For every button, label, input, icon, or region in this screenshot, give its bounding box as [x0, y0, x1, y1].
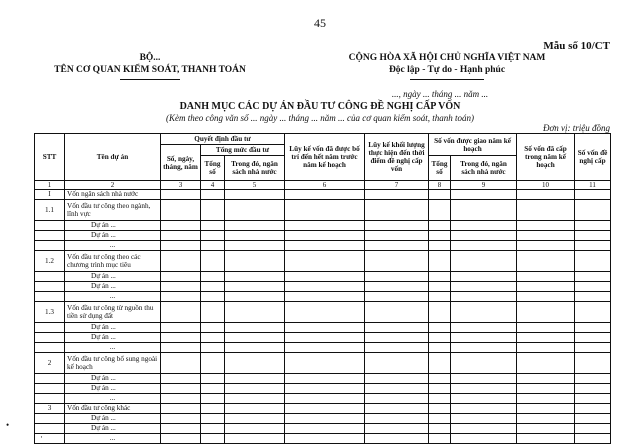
ministry-line: BỘ... [139, 53, 161, 63]
column-number: 9 [451, 181, 517, 190]
header-project-name: Tên dự án [65, 134, 161, 181]
table-row [35, 404, 611, 414]
row-value-cell [365, 394, 429, 404]
row-value-cell [575, 190, 611, 200]
header-total-investment: Tổng mức đầu tư [201, 145, 285, 156]
row-value-cell [517, 221, 575, 231]
row-value-cell [201, 353, 225, 374]
row-stt: I [35, 190, 65, 200]
table-row [35, 374, 611, 384]
row-value-cell [451, 302, 517, 323]
row-project-name: ... [65, 394, 161, 404]
row-stt: 1.1 [35, 200, 65, 221]
table-row [35, 282, 611, 292]
row-value-cell [161, 384, 201, 394]
row-stt: 1.2 [35, 251, 65, 272]
row-value-cell [161, 190, 201, 200]
header-stt: STT [35, 134, 65, 181]
row-value-cell [201, 333, 225, 343]
row-stt [35, 384, 65, 394]
row-value-cell [201, 404, 225, 414]
row-value-cell [365, 292, 429, 302]
table-row [35, 434, 611, 444]
row-value-cell [201, 282, 225, 292]
row-value-cell [365, 414, 429, 424]
row-project-name: Dự án ... [65, 323, 161, 333]
column-number: 6 [285, 181, 365, 190]
row-project-name: Dự án ... [65, 414, 161, 424]
row-value-cell [225, 231, 285, 241]
column-number: 11 [575, 181, 611, 190]
row-value-cell [285, 404, 365, 414]
row-project-name: Vốn đầu tư công bổ sung ngoài kế hoạch [65, 353, 161, 374]
column-number: 10 [517, 181, 575, 190]
agency-name: TÊN CƠ QUAN KIỂM SOÁT, THANH TOÁN [54, 65, 246, 75]
row-value-cell [517, 343, 575, 353]
table-row [35, 292, 611, 302]
row-value-cell [285, 333, 365, 343]
row-value-cell [225, 200, 285, 221]
row-value-cell [285, 221, 365, 231]
row-project-name: Vốn đầu tư công theo ngành, lĩnh vực [65, 200, 161, 221]
row-value-cell [161, 343, 201, 353]
row-value-cell [201, 394, 225, 404]
header-decision-number: Số, ngày, tháng, năm [161, 145, 201, 181]
row-stt [35, 221, 65, 231]
row-value-cell [429, 374, 451, 384]
republic-motto: Độc lập - Tự do - Hạnh phúc [388, 65, 506, 75]
row-value-cell [451, 384, 517, 394]
row-value-cell [517, 434, 575, 444]
header-total: Tổng số [201, 156, 225, 181]
row-value-cell [365, 231, 429, 241]
header-disbursed: Số vốn đã cấp trong năm kế hoạch [517, 134, 575, 181]
row-value-cell [575, 282, 611, 292]
row-value-cell [161, 251, 201, 272]
row-value-cell [517, 374, 575, 384]
row-value-cell [575, 221, 611, 231]
table-row [35, 190, 611, 200]
agency-underline [120, 79, 180, 80]
row-project-name: ... [65, 241, 161, 251]
row-project-name: ... [65, 434, 161, 444]
row-value-cell [225, 333, 285, 343]
row-stt: 2 [35, 353, 65, 374]
row-value-cell [285, 384, 365, 394]
row-value-cell [201, 200, 225, 221]
row-value-cell [161, 272, 201, 282]
row-project-name: Vốn đầu tư công khác [65, 404, 161, 414]
row-value-cell [201, 384, 225, 394]
row-stt [35, 282, 65, 292]
row-value-cell [429, 343, 451, 353]
row-value-cell [451, 221, 517, 231]
row-value-cell [225, 302, 285, 323]
row-stt [35, 414, 65, 424]
row-value-cell [225, 241, 285, 251]
document-subtitle: (Kèm theo công văn số ... ngày ... tháng ... năm ... của cơ quan kiểm soát, thanh toán) [165, 113, 474, 123]
row-value-cell [451, 343, 517, 353]
scan-mark: · [40, 432, 43, 442]
row-value-cell [575, 241, 611, 251]
page-number: 45 [314, 16, 326, 30]
header-plan-total: Tổng số [429, 156, 451, 181]
row-value-cell [285, 424, 365, 434]
row-value-cell [575, 302, 611, 323]
republic-header [322, 52, 572, 76]
row-value-cell [225, 374, 285, 384]
row-value-cell [285, 323, 365, 333]
row-value-cell [225, 384, 285, 394]
table-row [35, 272, 611, 282]
row-project-name: Vốn đầu tư công từ nguồn thu tiền sử dụng đất [65, 302, 161, 323]
row-value-cell [225, 272, 285, 282]
row-value-cell [575, 353, 611, 374]
column-number: 2 [65, 181, 161, 190]
unit-label: Đơn vị: triệu đồng [542, 123, 610, 133]
row-value-cell [285, 394, 365, 404]
row-value-cell [429, 231, 451, 241]
row-value-cell [429, 282, 451, 292]
row-value-cell [517, 282, 575, 292]
row-value-cell [575, 292, 611, 302]
row-value-cell [225, 343, 285, 353]
table-row [35, 231, 611, 241]
table-row [35, 302, 611, 323]
row-value-cell [161, 353, 201, 374]
header-investment-decision: Quyết định đầu tư [161, 134, 285, 145]
row-value-cell [201, 292, 225, 302]
row-value-cell [517, 394, 575, 404]
form-code: Mẫu số 10/CT [543, 40, 610, 52]
table-row [35, 353, 611, 374]
column-number: 3 [161, 181, 201, 190]
row-value-cell [201, 434, 225, 444]
row-stt [35, 241, 65, 251]
row-value-cell [517, 353, 575, 374]
row-value-cell [517, 200, 575, 221]
row-value-cell [451, 272, 517, 282]
row-value-cell [161, 394, 201, 404]
row-value-cell [365, 353, 429, 374]
row-value-cell [451, 353, 517, 374]
row-value-cell [575, 272, 611, 282]
row-value-cell [365, 190, 429, 200]
row-value-cell [575, 384, 611, 394]
row-value-cell [161, 414, 201, 424]
table-row [35, 241, 611, 251]
row-value-cell [451, 424, 517, 434]
row-value-cell [285, 190, 365, 200]
agency-header [40, 52, 260, 76]
row-project-name: Dự án ... [65, 333, 161, 343]
row-project-name: Dự án ... [65, 374, 161, 384]
row-value-cell [225, 414, 285, 424]
row-value-cell [285, 251, 365, 272]
row-value-cell [451, 241, 517, 251]
row-stt [35, 272, 65, 282]
row-value-cell [517, 251, 575, 272]
row-value-cell [201, 251, 225, 272]
row-value-cell [285, 302, 365, 323]
row-value-cell [201, 190, 225, 200]
table-row [35, 323, 611, 333]
scan-mark: • [6, 420, 10, 430]
row-value-cell [285, 241, 365, 251]
row-value-cell [161, 241, 201, 251]
row-value-cell [285, 282, 365, 292]
row-value-cell [201, 231, 225, 241]
row-value-cell [451, 251, 517, 272]
row-value-cell [451, 323, 517, 333]
row-value-cell [517, 272, 575, 282]
row-value-cell [225, 282, 285, 292]
row-value-cell [451, 374, 517, 384]
row-value-cell [201, 272, 225, 282]
row-stt [35, 434, 65, 444]
row-value-cell [285, 272, 365, 282]
row-value-cell [365, 302, 429, 323]
project-table [34, 133, 611, 444]
row-value-cell [575, 323, 611, 333]
row-value-cell [365, 251, 429, 272]
row-value-cell [365, 404, 429, 414]
row-value-cell [429, 353, 451, 374]
row-stt [35, 292, 65, 302]
row-value-cell [225, 190, 285, 200]
row-value-cell [429, 434, 451, 444]
row-value-cell [201, 374, 225, 384]
row-value-cell [451, 190, 517, 200]
row-value-cell [429, 292, 451, 302]
row-stt [35, 394, 65, 404]
table-row [35, 333, 611, 343]
row-value-cell [517, 292, 575, 302]
row-value-cell [575, 251, 611, 272]
row-value-cell [225, 404, 285, 414]
column-number: 8 [429, 181, 451, 190]
row-value-cell [575, 343, 611, 353]
row-value-cell [517, 302, 575, 323]
row-value-cell [285, 231, 365, 241]
header-accumulated-completed: Lũy kế khối lượng thực hiện đến thời điểm đề nghị cấp vốn [365, 134, 429, 181]
row-value-cell [451, 404, 517, 414]
row-value-cell [575, 374, 611, 384]
row-value-cell [201, 323, 225, 333]
row-value-cell [201, 424, 225, 434]
row-stt [35, 323, 65, 333]
row-value-cell [161, 302, 201, 323]
row-value-cell [429, 424, 451, 434]
row-value-cell [451, 292, 517, 302]
row-value-cell [575, 404, 611, 414]
row-value-cell [451, 200, 517, 221]
row-value-cell [517, 414, 575, 424]
row-value-cell [365, 272, 429, 282]
row-value-cell [517, 333, 575, 343]
row-project-name: Dự án ... [65, 384, 161, 394]
row-value-cell [161, 200, 201, 221]
row-stt [35, 231, 65, 241]
row-value-cell [575, 434, 611, 444]
row-value-cell [575, 333, 611, 343]
row-value-cell [365, 384, 429, 394]
row-stt [35, 333, 65, 343]
row-value-cell [201, 302, 225, 323]
header-state-budget: Trong đó, ngân sách nhà nước [225, 156, 285, 181]
row-value-cell [201, 343, 225, 353]
row-project-name: Dự án ... [65, 221, 161, 231]
table-row [35, 343, 611, 353]
row-value-cell [429, 302, 451, 323]
header-plan-state-budget: Trong đó, ngân sách nhà nước [451, 156, 517, 181]
row-value-cell [429, 333, 451, 343]
row-value-cell [285, 414, 365, 424]
row-project-name: Dự án ... [65, 231, 161, 241]
row-value-cell [161, 333, 201, 343]
row-project-name: Dự án ... [65, 282, 161, 292]
row-value-cell [429, 394, 451, 404]
row-value-cell [451, 394, 517, 404]
row-value-cell [575, 231, 611, 241]
row-project-name: Dự án ... [65, 424, 161, 434]
table-row [35, 394, 611, 404]
document-title: DANH MỤC CÁC DỰ ÁN ĐẦU TƯ CÔNG ĐỀ NGHỊ CẤP VỐN [179, 101, 461, 112]
row-value-cell [365, 343, 429, 353]
row-value-cell [285, 353, 365, 374]
row-value-cell [429, 241, 451, 251]
row-stt: 1.3 [35, 302, 65, 323]
row-value-cell [285, 292, 365, 302]
row-value-cell [225, 394, 285, 404]
row-value-cell [429, 221, 451, 231]
row-value-cell [451, 434, 517, 444]
row-value-cell [365, 434, 429, 444]
date-line: ..., ngày ... tháng ... năm ... [391, 89, 489, 99]
row-stt [35, 374, 65, 384]
row-value-cell [429, 384, 451, 394]
row-value-cell [365, 333, 429, 343]
column-number-row [35, 181, 611, 190]
row-value-cell [225, 323, 285, 333]
row-stt: 3 [35, 404, 65, 414]
row-value-cell [429, 272, 451, 282]
row-value-cell [285, 434, 365, 444]
republic-name: CỘNG HÒA XÃ HỘI CHỦ NGHĨA VIỆT NAM [348, 53, 546, 63]
row-value-cell [365, 241, 429, 251]
header-accumulated-allocated: Lũy kế vốn đã được bố trí đến hết năm trước năm kế hoạch [285, 134, 365, 181]
motto-underline [410, 79, 484, 80]
row-value-cell [225, 353, 285, 374]
row-project-name: Vốn đầu tư công theo các chương trình mục tiêu [65, 251, 161, 272]
row-project-name: ... [65, 292, 161, 302]
table-row [35, 414, 611, 424]
row-value-cell [365, 323, 429, 333]
row-value-cell [429, 414, 451, 424]
row-value-cell [161, 424, 201, 434]
row-stt [35, 424, 65, 434]
row-value-cell [161, 221, 201, 231]
row-value-cell [517, 384, 575, 394]
row-value-cell [161, 323, 201, 333]
row-value-cell [365, 374, 429, 384]
row-value-cell [517, 404, 575, 414]
table-row [35, 221, 611, 231]
row-value-cell [451, 282, 517, 292]
table-row [35, 251, 611, 272]
row-value-cell [451, 231, 517, 241]
row-value-cell [225, 424, 285, 434]
row-project-name: Dự án ... [65, 272, 161, 282]
row-value-cell [201, 241, 225, 251]
row-value-cell [517, 231, 575, 241]
row-value-cell [517, 190, 575, 200]
row-value-cell [451, 414, 517, 424]
row-value-cell [429, 200, 451, 221]
row-value-cell [161, 282, 201, 292]
row-value-cell [429, 404, 451, 414]
row-value-cell [517, 241, 575, 251]
row-value-cell [225, 251, 285, 272]
table-row [35, 384, 611, 394]
row-project-name: ... [65, 343, 161, 353]
row-value-cell [575, 424, 611, 434]
row-value-cell [429, 190, 451, 200]
row-value-cell [161, 404, 201, 414]
row-value-cell [201, 221, 225, 231]
column-number: 4 [201, 181, 225, 190]
column-number: 1 [35, 181, 65, 190]
column-number: 7 [365, 181, 429, 190]
row-value-cell [161, 374, 201, 384]
row-value-cell [201, 414, 225, 424]
row-value-cell [517, 323, 575, 333]
row-value-cell [365, 221, 429, 231]
row-value-cell [429, 251, 451, 272]
row-value-cell [285, 200, 365, 221]
row-value-cell [225, 221, 285, 231]
row-value-cell [451, 333, 517, 343]
row-value-cell [225, 434, 285, 444]
row-stt [35, 343, 65, 353]
table-row [35, 424, 611, 434]
row-value-cell [575, 200, 611, 221]
row-value-cell [429, 323, 451, 333]
table-row [35, 200, 611, 221]
row-value-cell [285, 343, 365, 353]
row-value-cell [575, 394, 611, 404]
row-value-cell [225, 292, 285, 302]
row-value-cell [365, 282, 429, 292]
row-value-cell [161, 434, 201, 444]
row-value-cell [517, 424, 575, 434]
row-value-cell [285, 374, 365, 384]
column-number: 5 [225, 181, 285, 190]
row-value-cell [161, 231, 201, 241]
header-plan-capital: Số vốn được giao năm kế hoạch [429, 134, 517, 156]
row-project-name: Vốn ngân sách nhà nước [65, 190, 161, 200]
header-requested: Số vốn đề nghị cấp [575, 134, 611, 181]
row-value-cell [575, 414, 611, 424]
row-value-cell [365, 200, 429, 221]
row-value-cell [365, 424, 429, 434]
row-value-cell [161, 292, 201, 302]
